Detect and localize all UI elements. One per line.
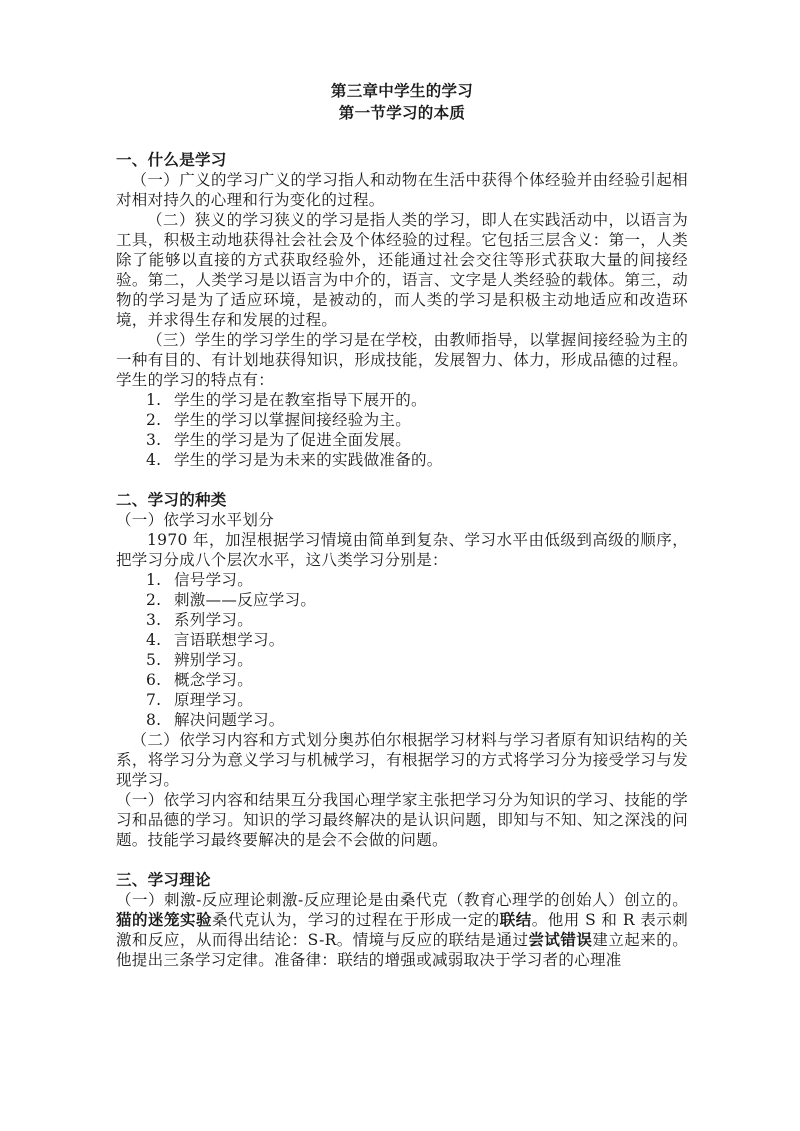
paragraph-student-learning: （三）学生的学习学生的学习是在学校，由教师指导，以掌握间接经验为主的一种有目的、有计划地获得知识，形成技能，发展智力、体力，形成品德的过程。学生的学习的特点有： bbox=[116, 331, 688, 389]
list-item: 7. 原理学习。 bbox=[146, 691, 254, 709]
list-item: 5. 辨别学习。 bbox=[146, 651, 254, 669]
paragraph-stimulus-response: （一）刺激-反应理论刺激-反应理论是由桑代克（教育心理学的创始人）创立的。猫的迷笼实验桑代克认为，学习的过程在于形成一定的联结。他用 S 和 R 表示刺激和反应，从而得出结论：S-R。情境与反应的联结是通过尝试错误建立起来的。他提出三条学习定律。准备律：联结的增强或减弱取决于学习者的心理准 bbox=[116, 891, 688, 969]
heading-learning-types: 二、学习的种类 bbox=[116, 490, 227, 509]
list-item: 3. 系列学习。 bbox=[146, 611, 254, 629]
paragraph-gagne: 1970 年，加涅根据学习情境由简单到复杂、学习水平由低级到高级的顺序，把学习分成八个层次水平，这八类学习分别是： bbox=[116, 531, 688, 569]
trial-error-term: 尝试错误 bbox=[528, 930, 593, 949]
list-item: 1. 学生的学习是在教室指导下展开的。 bbox=[146, 391, 427, 409]
list-item: 2. 刺激——反应学习。 bbox=[146, 591, 317, 609]
gagne-levels-list bbox=[116, 570, 688, 730]
paragraph-ausubel: （二）依学习内容和方式划分奥苏伯尔根据学习材料与学习者原有知识结构的关系，将学习分为意义学习与机械学习，有根据学习的方式将学习分为接受学习与发现学习。 bbox=[116, 731, 688, 789]
document-page bbox=[116, 80, 688, 970]
student-learning-features-list bbox=[116, 390, 688, 470]
paragraph-narrow-learning: （二）狭义的学习狭义的学习是指人类的学习，即人在实践活动中，以语言为工具，积极主动地获得社会社会及个体经验的过程。它包括三层含义：第一，人类除了能够以直接的方式获取经验外，还能通过社会交往等形式获取大量的间接经验。第二，人类学习是以语言为中介的，语言、文字是人类经验的载体。第三，动物的学习是为了适应环境，是被动的，而人类的学习是积极主动地适应和改造环境，并求得生存和发展的过程。 bbox=[116, 211, 688, 329]
paragraph-broad-learning: （一）广义的学习广义的学习指人和动物在生活中获得个体经验并由经验引起相对相对持久的心理和行为变化的过程。 bbox=[116, 171, 688, 209]
heading-learning-theory: 三、学习理论 bbox=[116, 870, 211, 889]
list-item: 1. 信号学习。 bbox=[146, 571, 254, 589]
list-item: 4. 学生的学习是为未来的实践做准备的。 bbox=[146, 451, 443, 469]
list-item: 4. 言语联想学习。 bbox=[146, 631, 285, 649]
connection-term: 联结 bbox=[499, 910, 532, 929]
cat-puzzle-box-term: 猫的迷笼实验 bbox=[116, 910, 212, 929]
list-item: 6. 概念学习。 bbox=[146, 671, 254, 689]
paragraph-content-result: （一）依学习内容和结果互分我国心理学家主张把学习分为知识的学习、技能的学习和品德的学习。知识的学习最终解决的是认识问题，即知与不知、知之深浅的问题。技能学习最终要解决的是会不会做的问题。 bbox=[116, 791, 688, 849]
list-item: 8. 解决问题学习。 bbox=[146, 711, 285, 729]
list-item: 2. 学生的学习以掌握间接经验为主。 bbox=[146, 411, 412, 429]
chapter-title: 第三章中学生的学习 bbox=[330, 81, 474, 100]
list-item: 3. 学生的学习是为了促进全面发展。 bbox=[146, 431, 412, 449]
subheading-by-level: （一）依学习水平划分 bbox=[116, 511, 275, 529]
heading-what-is-learning: 一、什么是学习 bbox=[116, 150, 227, 169]
section-title: 第一节学习的本质 bbox=[338, 103, 466, 122]
